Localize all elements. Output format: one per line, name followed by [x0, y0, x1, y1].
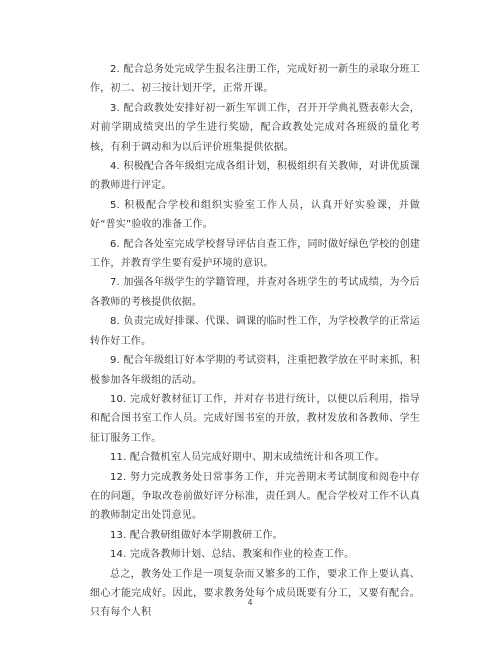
document-page — [90, 60, 420, 623]
paragraph-7: 7. 加强各年级学生的学籍管理，并查对各班学生的考试成绩，为今后各教师的考核提供依据。 — [90, 277, 420, 308]
paragraph-12: 12. 努力完成教务处日常事务工作，并完善期末考试制度和阅卷中存在的问题，争取改卷前做好评分标准，责任到人。配合学校对工作不认真的教师制定出处罚意见。 — [90, 471, 420, 522]
paragraph-13: 13. 配合教研组做好本学期教研工作。 — [110, 529, 283, 541]
paragraph-14: 14. 完成各教师计划、总结、教案和作业的检查工作。 — [110, 549, 355, 561]
paragraph-8: 8. 负责完成好排课、代课、调课的临时性工作，为学校教学的正常运转作好工作。 — [90, 316, 420, 347]
paragraph-9: 9. 配合年级组订好本学期的考试资料，注重把教学放在平时来抓，积极参加各年级组的活动。 — [90, 355, 420, 386]
paragraph-3: 3. 配合政教处安排好初一新生军训工作，召开开学典礼暨表彰大会，对前学期成绩突出的学生进行奖励，配合政教处完成对各班级的量化考核，有利于调动和为以后评价班集提供依据。 — [90, 102, 420, 153]
paragraph-6: 6. 配合各处室完成学校督导评估自查工作，同时做好绿色学校的创建工作，并教育学生要有爱护环境的意识。 — [90, 238, 420, 270]
paragraph-4: 4. 积极配合各年级组完成各组计划，积极组织有关教师，对讲优质课的教师进行评定。 — [90, 161, 420, 192]
paragraph-summary: 总之，教务处工作是一项复杂而又繁多的工作，要求工作上要认真、细心才能完成好。因此，要求教务处每个成员既要有分工，又要有配合。只有每个人积 — [90, 568, 420, 619]
paragraph-10: 10. 完成好教材征订工作，并对存书进行统计，以便以后利用，指导和配合图书室工作人员。完成好图书室的开放，教材发放和各教师、学生征订服务工作。 — [90, 393, 420, 444]
paragraph-2: 2. 配合总务处完成学生报名注册工作，完成好初一新生的录取分班工作，初二、初三按计划开学，正常开课。 — [90, 64, 420, 95]
paragraph-5: 5. 积极配合学校和组织实验室工作人员，认真开好实验课，并做好“普实”验收的准备工作。 — [90, 199, 420, 231]
page-number: 4 — [247, 598, 253, 607]
paragraph-11: 11. 配合微机室人员完成好期中、期末成绩统计和各项工作。 — [110, 452, 385, 464]
